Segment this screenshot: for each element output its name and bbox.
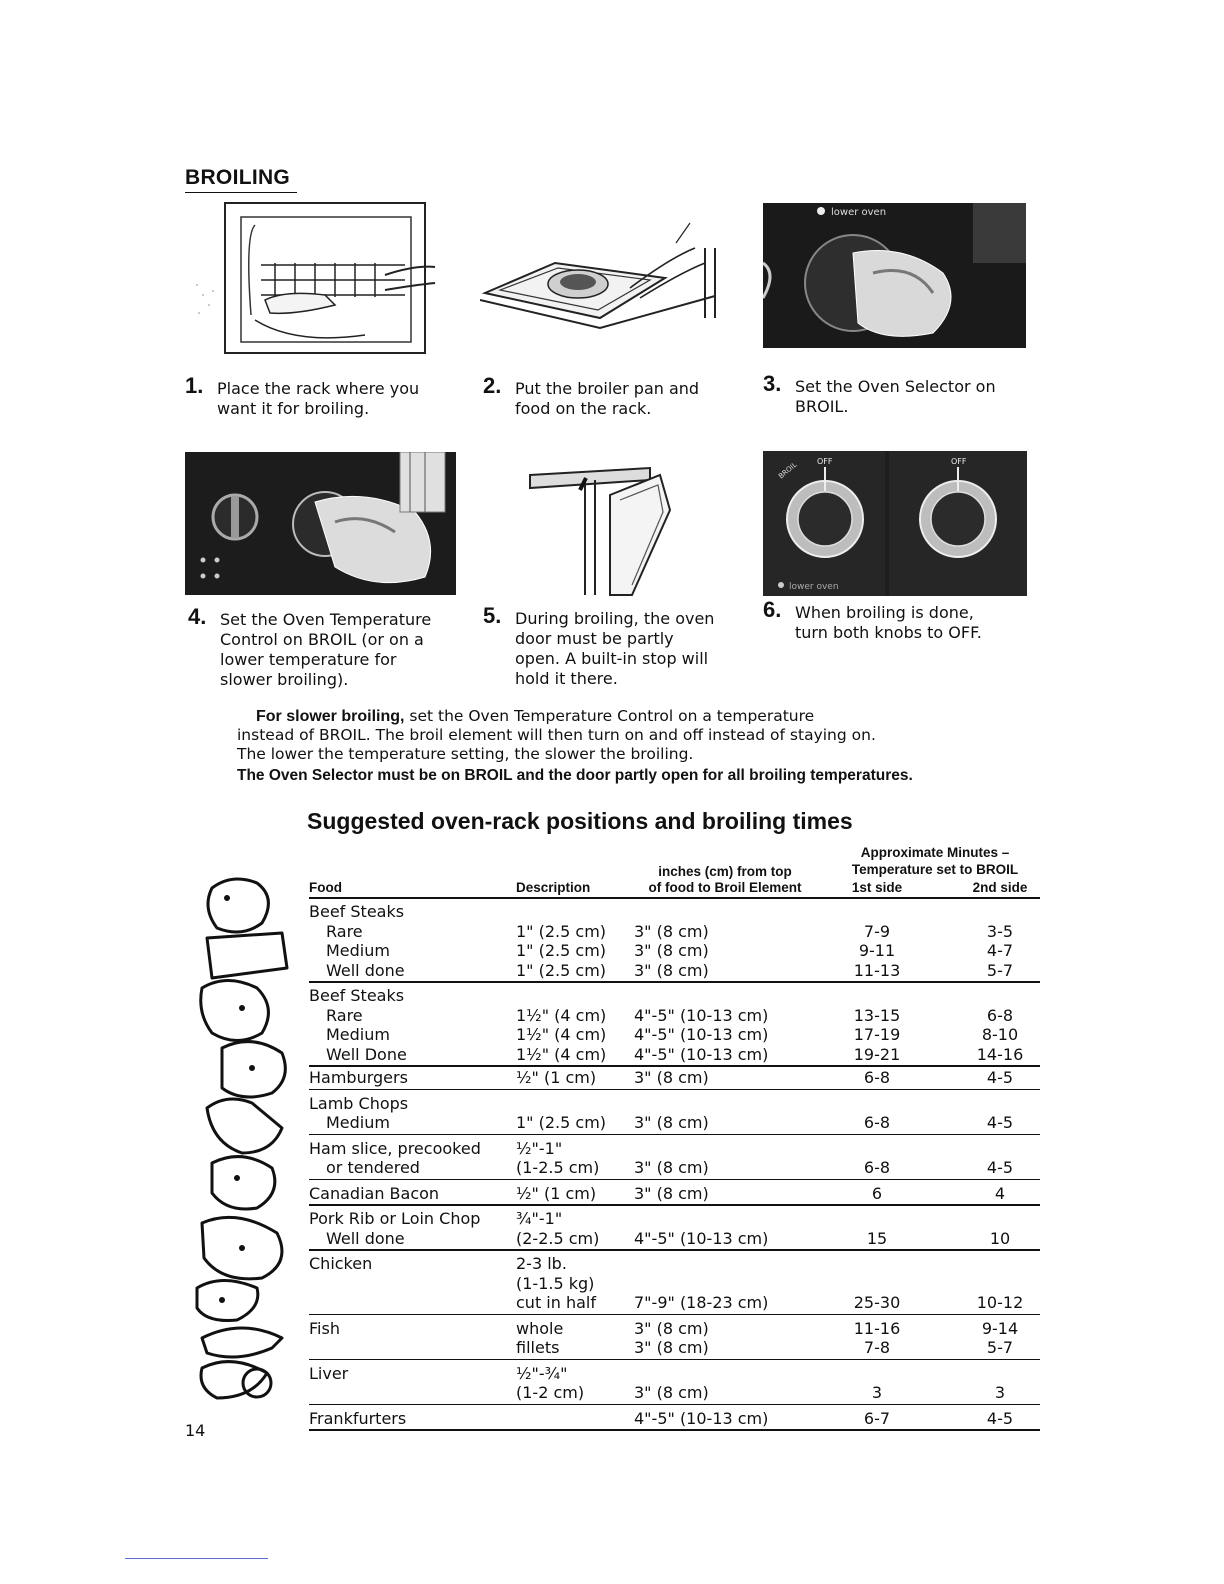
table-cell-first: 6-8 <box>863 1158 891 1177</box>
table-cell-first: 3 <box>871 1383 883 1402</box>
table-cell-desc: 1" (2.5 cm) <box>516 1113 607 1132</box>
note-bold-lead: For slower broiling, <box>256 708 405 725</box>
step-text: During broiling, the oven door must be partly open. A built-in stop will hold it there. <box>515 609 715 688</box>
table-cell-food: Rare <box>326 1005 363 1025</box>
table-cell-food: Liver <box>309 1363 349 1383</box>
table-cell-desc: ½"-1" <box>516 1138 563 1158</box>
table-cell-second: 10-12 <box>976 1293 1024 1312</box>
table-cell-food: Beef Steaks <box>309 902 405 921</box>
slower-broiling-note <box>256 706 814 727</box>
page-number: 14 <box>185 1421 206 1440</box>
table-cell-second: 4 <box>994 1183 1006 1203</box>
row-rule <box>309 1089 1040 1091</box>
table-cell-second: 4-5 <box>986 1068 1014 1087</box>
table-cell-desc: fillets <box>516 1338 560 1357</box>
table-cell-second: 4-5 <box>986 1158 1014 1177</box>
table-cell-desc: (1-2 cm) <box>516 1383 585 1402</box>
step-number: 4. <box>188 604 207 629</box>
table-cell-desc: ½" (1 cm) <box>516 1068 597 1087</box>
table-cell-dist: 4"-5" (10-13 cm) <box>634 1228 769 1248</box>
row-rule <box>309 1179 1040 1181</box>
table-cell-second: 6-8 <box>986 1005 1014 1025</box>
right-knob-off-label: OFF <box>951 457 967 466</box>
row-rule <box>309 1134 1040 1136</box>
table-cell-dist: 4"-5" (10-13 cm) <box>634 1408 769 1428</box>
header-distance-2: of food to Broil Element <box>648 880 802 895</box>
header-distance-1: inches (cm) from top <box>658 864 792 879</box>
row-rule <box>309 1314 1040 1316</box>
row-rule <box>309 1249 1040 1251</box>
step-text: Set the Oven Temperature Control on BROIL (or on a lower temperature for slower broiling). <box>220 610 432 689</box>
step-number: 5. <box>483 603 502 628</box>
table-cell-desc: 1½" (4 cm) <box>516 1025 607 1044</box>
table-cell-dist: 3" (8 cm) <box>634 1383 709 1402</box>
table-cell-dist: 3" (8 cm) <box>634 960 709 980</box>
table-cell-food: Medium <box>326 941 390 960</box>
step-number: 1. <box>185 373 204 398</box>
table-cell-food: Frankfurters <box>309 1408 407 1428</box>
step-text: Place the rack where you want it for broiling. <box>217 379 420 418</box>
table-cell-desc: whole <box>516 1318 564 1338</box>
table-cell-dist: 3" (8 cm) <box>634 941 709 960</box>
table-cell-second: 4-7 <box>986 941 1014 960</box>
table-cell-dist: 3" (8 cm) <box>634 1318 709 1338</box>
header-approx-2: Temperature set to BROIL <box>851 862 1019 877</box>
table-cell-first: 7-9 <box>863 921 891 941</box>
table-cell-desc: (1-2.5 cm) <box>516 1158 600 1177</box>
step-2 <box>483 373 743 419</box>
note-line-3: The lower the temperature setting, the slower the broiling. <box>237 745 694 763</box>
lower-oven-label: lower oven <box>831 207 887 218</box>
table-cell-food: or tendered <box>326 1158 420 1177</box>
header-second-side: 2nd side <box>972 880 1028 895</box>
step-number: 6. <box>763 597 782 622</box>
step-text: Put the broiler pan and food on the rack. <box>515 379 700 418</box>
step-text: When broiling is done, turn both knobs to OFF. <box>795 603 982 642</box>
table-cell-first: 6-8 <box>863 1113 891 1132</box>
table-cell-desc: 1" (2.5 cm) <box>516 921 607 941</box>
table-cell-second: 10 <box>989 1228 1011 1248</box>
table-cell-first: 11-16 <box>853 1318 901 1338</box>
header-rule <box>309 897 1040 899</box>
table-cell-food: Medium <box>326 1113 390 1132</box>
table-cell-food: Pork Rib or Loin Chop <box>309 1209 481 1228</box>
step-3 <box>763 371 1023 417</box>
header-food: Food <box>309 880 342 895</box>
table-cell-desc: 1½" (4 cm) <box>516 1044 607 1064</box>
table-cell-first: 7-8 <box>863 1338 891 1357</box>
table-cell-food: Lamb Chops <box>309 1093 409 1113</box>
row-rule <box>309 1404 1040 1406</box>
table-cell-food: Chicken <box>309 1254 373 1273</box>
table-cell-second: 14-16 <box>976 1044 1024 1064</box>
lower-oven-label-2: lower oven <box>789 582 839 592</box>
table-cell-second: 4-5 <box>986 1408 1014 1428</box>
table-cell-first: 15 <box>866 1228 888 1248</box>
table-cell-food: Ham slice, precooked <box>309 1138 481 1158</box>
table-cell-first: 13-15 <box>853 1005 901 1025</box>
step-number: 2. <box>483 373 502 398</box>
table-cell-desc: ½"-¾" <box>516 1363 568 1383</box>
photo-place-rack <box>185 195 437 370</box>
step-1 <box>185 373 445 419</box>
photo-broiler-pan <box>480 218 725 338</box>
photo-temperature-control <box>185 452 456 595</box>
note-line-1: set the Oven Temperature Control on a temperature <box>404 707 815 725</box>
table-cell-dist: 3" (8 cm) <box>634 921 709 941</box>
table-cell-first: 9-11 <box>858 941 896 960</box>
table-cell-desc: 1" (2.5 cm) <box>516 960 607 980</box>
table-cell-food: Well done <box>326 1228 405 1248</box>
table-cell-first: 11-13 <box>853 960 901 980</box>
table-cell-first: 6-7 <box>863 1408 891 1428</box>
table-cell-food: Hamburgers <box>309 1068 408 1087</box>
table-cell-dist: 4"-5" (10-13 cm) <box>634 1044 769 1064</box>
table-cell-desc: (1-1.5 kg) <box>516 1273 595 1293</box>
table-cell-dist: 3" (8 cm) <box>634 1068 709 1087</box>
photo-knobs-off <box>763 451 1027 596</box>
table-cell-second: 9-14 <box>981 1318 1019 1338</box>
table-cell-dist: 3" (8 cm) <box>634 1338 709 1357</box>
step-5 <box>483 603 743 689</box>
food-illustration <box>182 868 306 1408</box>
table-cell-food: Well done <box>326 960 405 980</box>
header-first-side: 1st side <box>851 880 903 895</box>
table-title: Suggested oven-rack positions and broiling times <box>307 808 853 834</box>
header-approx-1: Approximate Minutes – <box>860 845 1010 860</box>
table-cell-desc: 2-3 lb. <box>516 1254 567 1273</box>
table-cell-first: 19-21 <box>853 1044 901 1064</box>
table-cell-dist: 4"-5" (10-13 cm) <box>634 1005 769 1025</box>
left-knob-off-label: OFF <box>817 457 833 466</box>
note-warning: The Oven Selector must be on BROIL and the door partly open for all broiling temperatures. <box>237 767 913 784</box>
step-number: 3. <box>763 371 782 396</box>
table-cell-food: Rare <box>326 921 363 941</box>
table-cell-second: 3-5 <box>986 921 1014 941</box>
heading-underline <box>185 192 297 193</box>
table-cell-first: 6-8 <box>863 1068 891 1087</box>
table-cell-food: Medium <box>326 1025 390 1044</box>
table-cell-food: Beef Steaks <box>309 986 405 1005</box>
table-cell-second: 5-7 <box>986 1338 1014 1357</box>
note-line-2: instead of BROIL. The broil element will then turn on and off instead of staying on. <box>237 726 876 744</box>
table-cell-second: 5-7 <box>986 960 1014 980</box>
table-cell-first: 6 <box>871 1183 883 1203</box>
table-cell-second: 3 <box>994 1383 1006 1402</box>
table-cell-first: 17-19 <box>853 1025 901 1044</box>
table-cell-food: Well Done <box>326 1044 407 1064</box>
table-cell-dist: 3" (8 cm) <box>634 1113 709 1132</box>
table-cell-desc: ½" (1 cm) <box>516 1183 597 1203</box>
table-cell-food: Fish <box>309 1318 340 1338</box>
table-cell-desc: ¾"-1" <box>516 1209 563 1228</box>
row-rule <box>309 1429 1040 1431</box>
row-rule <box>309 1065 1040 1067</box>
row-rule <box>309 981 1040 983</box>
table-cell-desc: 1" (2.5 cm) <box>516 941 607 960</box>
table-cell-dist: 4"-5" (10-13 cm) <box>634 1025 769 1044</box>
step-4 <box>188 604 448 690</box>
table-cell-first: 25-30 <box>853 1293 901 1312</box>
footer-rule <box>125 1558 268 1559</box>
table-cell-second: 4-5 <box>986 1113 1014 1132</box>
table-cell-dist: 7"-9" (18-23 cm) <box>634 1293 769 1312</box>
photo-door-open <box>520 450 720 598</box>
row-rule <box>309 1359 1040 1361</box>
table-cell-dist: 3" (8 cm) <box>634 1158 709 1177</box>
step-text: Set the Oven Selector on BROIL. <box>795 377 996 416</box>
table-cell-desc: 1½" (4 cm) <box>516 1005 607 1025</box>
table-cell-second: 8-10 <box>981 1025 1019 1044</box>
table-cell-desc: (2-2.5 cm) <box>516 1228 600 1248</box>
section-heading: BROILING <box>185 166 291 189</box>
row-rule <box>309 1204 1040 1206</box>
table-cell-desc: cut in half <box>516 1293 596 1312</box>
broil-dial-label: BROIL <box>777 460 799 481</box>
header-description: Description <box>516 880 591 895</box>
photo-oven-selector <box>763 203 1026 348</box>
step-6 <box>763 597 1023 643</box>
table-cell-dist: 3" (8 cm) <box>634 1183 709 1203</box>
table-cell-food: Canadian Bacon <box>309 1183 440 1203</box>
